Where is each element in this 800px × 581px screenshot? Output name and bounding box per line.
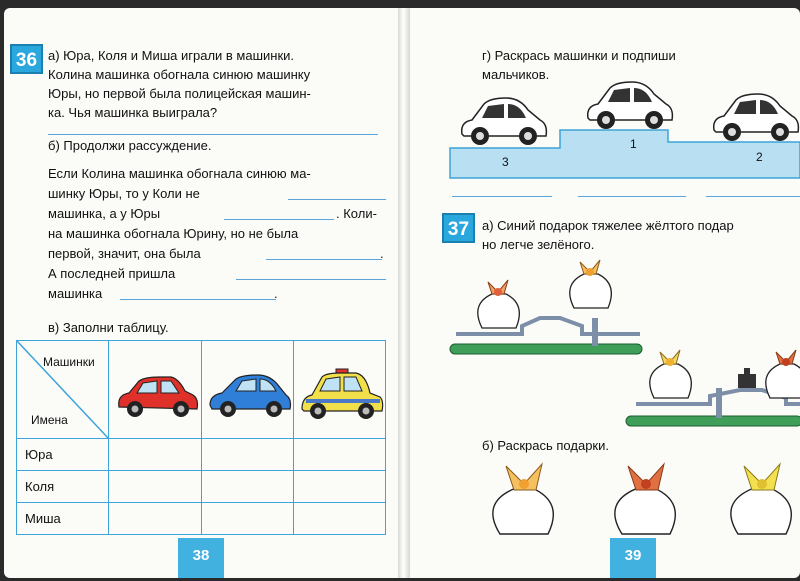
gifts-to-color [410, 458, 800, 538]
answer-cell[interactable] [109, 439, 201, 471]
name-blank-1[interactable] [452, 196, 552, 197]
gift-bag-icon [493, 464, 553, 534]
blank-1[interactable] [288, 199, 386, 200]
task-37a-line-2: но легче зелёного. [482, 237, 595, 252]
name-cell: Юра [17, 439, 109, 471]
task-number-36: 36 [10, 44, 43, 74]
reasoning-line-2: шинку Юры, то у Коли не [48, 186, 200, 201]
reasoning-line-3b: . Коли- [336, 206, 377, 221]
left-page [4, 8, 398, 578]
podium-race [410, 88, 800, 188]
blue-car-icon [202, 341, 294, 439]
blank-3[interactable] [266, 259, 382, 260]
answer-cell[interactable] [293, 503, 385, 535]
scales-illustration [410, 258, 800, 438]
name-cell: Миша [17, 503, 109, 535]
name-blank-2[interactable] [578, 196, 686, 197]
answer-cell[interactable] [201, 471, 293, 503]
task-number-37: 37 [442, 213, 475, 243]
answer-cell[interactable] [201, 503, 293, 535]
task-a-line-2: Колина машинка обогнала синюю машинку [48, 67, 311, 82]
police-car-icon [294, 341, 386, 439]
task-a-line-1: а) Юра, Коля и Миша играли в машинки. [48, 48, 295, 63]
task-v-title: в) Заполни таблицу. [48, 320, 169, 335]
right-page [410, 8, 800, 578]
reasoning-line-1: Если Колина машинка обогнала синюю ма- [48, 166, 311, 181]
reasoning-line-4: на машинка обогнала Юрину, но не была [48, 226, 299, 241]
name-blank-3[interactable] [706, 196, 800, 197]
gift-bag-icon [570, 260, 612, 308]
answer-cell[interactable] [201, 439, 293, 471]
page-number-38: 38 [178, 538, 224, 578]
task-37a-line-1: а) Синий подарок тяжелее жёлтого подар [482, 218, 734, 233]
race-car-icon [588, 82, 673, 129]
task-a-line-4: ка. Чья машинка выиграла? [48, 105, 218, 120]
task-37b-title: б) Раскрась подарки. [482, 438, 609, 453]
car-cell-blue [201, 341, 293, 439]
reasoning-line-5: первой, значит, она была [48, 246, 201, 261]
name-cell: Коля [17, 471, 109, 503]
car-cell-police [293, 341, 385, 439]
blank-4[interactable] [236, 279, 386, 280]
reasoning-line-7: машинка [48, 286, 103, 301]
answer-cell[interactable] [293, 471, 385, 503]
reasoning-line-6: А последней пришла [48, 266, 176, 281]
reasoning-line-3: машинка, а у Юры [48, 206, 161, 221]
table-corner-cell [17, 341, 109, 439]
header-names: Имена [31, 413, 68, 427]
task-a-line-3: Юры, но первой была полицейская машин- [48, 86, 311, 101]
answer-cell[interactable] [293, 439, 385, 471]
race-car-icon [462, 98, 547, 145]
gift-bag-icon [478, 280, 520, 328]
race-car-icon [714, 94, 799, 141]
gift-bag-icon [615, 464, 675, 534]
gift-bag-icon [731, 464, 791, 534]
page-number-39: 39 [610, 538, 656, 578]
place-1: 1 [630, 137, 637, 151]
task-g-line-1: г) Раскрась машинки и подпиши [482, 48, 676, 63]
period: . [274, 286, 278, 301]
car-cell-red [109, 341, 201, 439]
blank-5[interactable] [120, 299, 276, 300]
header-cars: Машинки [43, 355, 95, 369]
task-g-line-2: мальчиков. [482, 67, 550, 82]
answer-table [16, 340, 386, 535]
answer-cell[interactable] [109, 503, 201, 535]
answer-line[interactable] [48, 134, 378, 135]
period: . [380, 246, 384, 261]
task-b-title: б) Продолжи рассуждение. [48, 138, 212, 153]
gift-bag-icon [766, 350, 800, 398]
answer-cell[interactable] [109, 471, 201, 503]
weight-icon [738, 368, 756, 388]
gift-bag-icon [650, 350, 692, 398]
blank-2[interactable] [224, 219, 334, 220]
red-car-icon [109, 341, 201, 439]
place-2: 2 [756, 150, 763, 164]
place-3: 3 [502, 155, 509, 169]
book-spine [398, 8, 410, 578]
